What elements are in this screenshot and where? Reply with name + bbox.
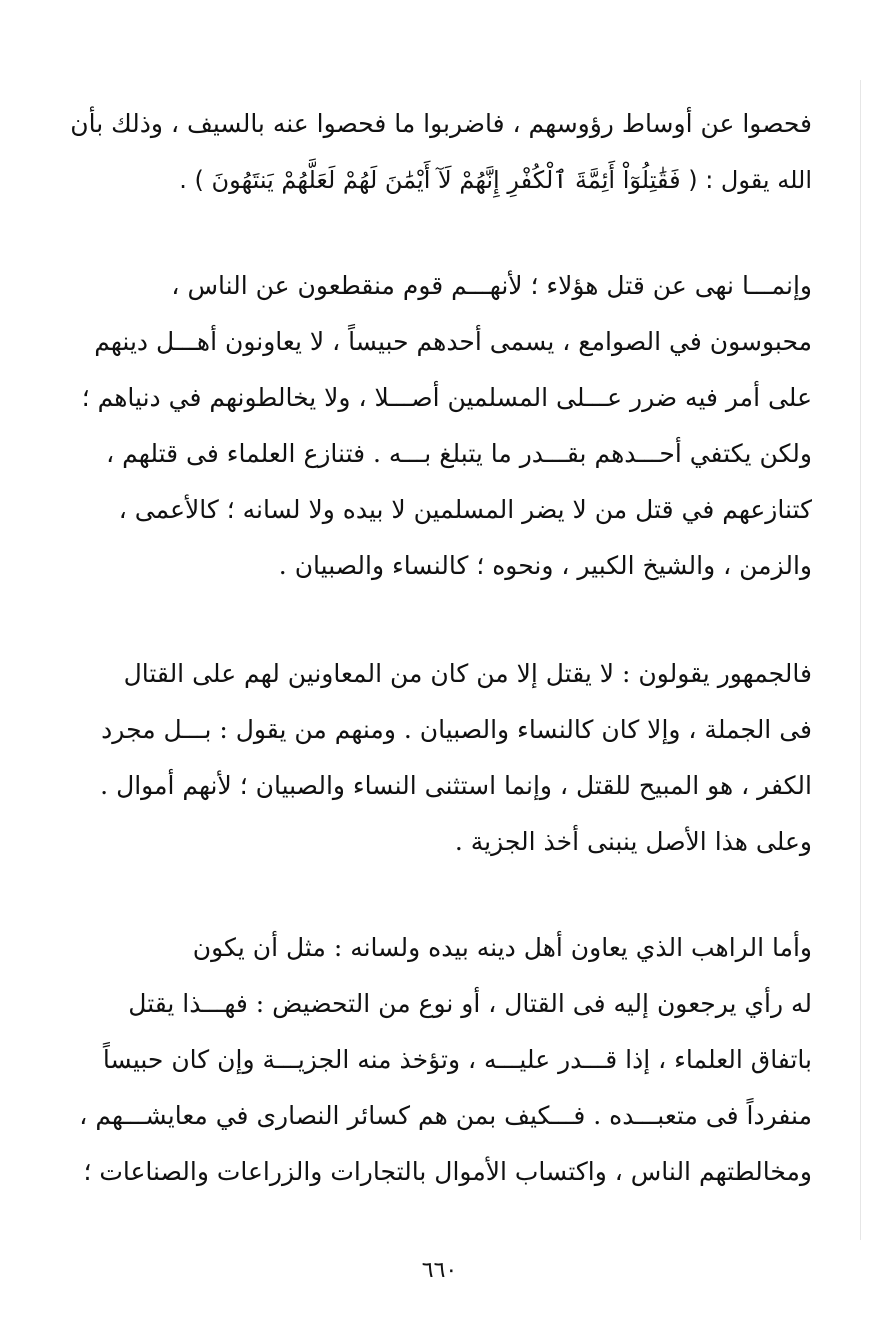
scan-margin-line bbox=[860, 80, 861, 1240]
text-line: وإنمـــا نهى عن قتل هؤلاء ؛ لأنهـــم قوم منقطعون عن الناس ، bbox=[171, 271, 812, 300]
text-line: له رأي يرجعون إليه فى القتال ، أو نوع من التحضيض : فهـــذا يقتل bbox=[128, 989, 812, 1018]
text-line: فالجمهور يقولون : لا يقتل إلا من كان من المعاونين لهم على القتال bbox=[123, 659, 812, 688]
text-line: وعلى هذا الأصل ينبنى أخذ الجزية . bbox=[454, 827, 812, 856]
text-line: باتفاق العلماء ، إذا قـــدر عليـــه ، وتؤخذ منه الجزيـــة وإن كان حبيساً bbox=[102, 1045, 812, 1074]
quran-verse-line: الله يقول : ( فَقَٰتِلُوٓاْ أَئِمَّةَ ٱلْكُفْرِ إِنَّهُمْ لَآ أَيْمَٰنَ لَهُمْ لَعَلَّهُمْ يَنتَهُونَ ) . bbox=[179, 166, 812, 194]
paragraph-1 bbox=[70, 96, 812, 208]
text-line: منفرداً فى متعبـــده . فـــكيف بمن هم كسائر النصارى في معايشـــهم ، bbox=[79, 1101, 812, 1130]
text-line: محبوسون في الصوامع ، يسمى أحدهم حبيساً ، لا يعاونون أهـــل دينهم bbox=[94, 327, 812, 356]
text-line: الكفر ، هو المبيح للقتل ، وإنما استثنى النساء والصبيان ؛ لأنهم أموال . bbox=[100, 771, 812, 800]
page-number: ٦٦٠ bbox=[421, 1258, 458, 1283]
paragraph-2 bbox=[70, 258, 812, 594]
text-line: ومخالطتهم الناس ، واكتساب الأموال بالتجارات والزراعات والصناعات ؛ bbox=[83, 1157, 812, 1186]
text-line: كتنازعهم في قتل من لا يضر المسلمين لا بيده ولا لسانه ؛ كالأعمى ، bbox=[118, 495, 812, 524]
text-line: والزمن ، والشيخ الكبير ، ونحوه ؛ كالنساء والصبيان . bbox=[278, 551, 812, 580]
text-line: فى الجملة ، وإلا كان كالنساء والصبيان . ومنهم من يقول : بـــل مجرد bbox=[101, 715, 812, 744]
text-line: ولكن يكتفي أحـــدهم بقـــدر ما يتبلغ بـــه . فتنازع العلماء فى قتلهم ، bbox=[106, 439, 812, 468]
text-line: على أمر فيه ضرر عـــلى المسلمين أصـــلا ، ولا يخالطونهم في دنياهم ؛ bbox=[81, 383, 812, 412]
paragraph-3 bbox=[70, 646, 812, 870]
paragraph-4 bbox=[70, 920, 812, 1200]
text-line: وأما الراهب الذي يعاون أهل دينه بيده ولسانه : مثل أن يكون bbox=[192, 933, 812, 962]
text-line: فحصوا عن أوساط رؤوسهم ، فاضربوا ما فحصوا عنه بالسيف ، وذلك بأن bbox=[70, 109, 812, 138]
